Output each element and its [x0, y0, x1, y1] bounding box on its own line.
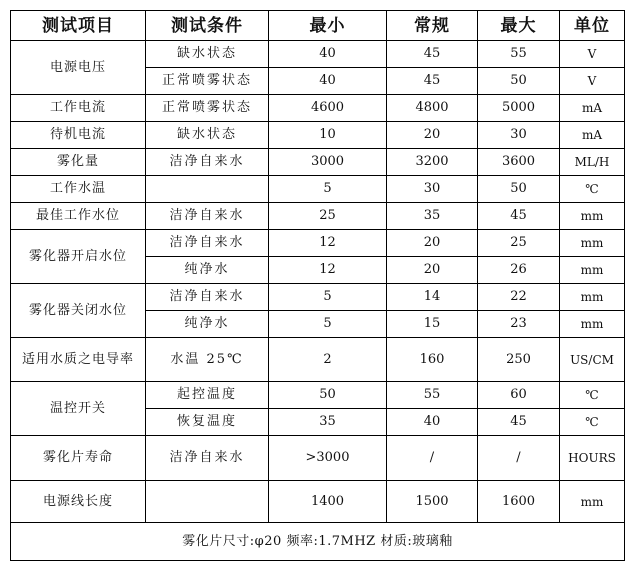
max-value: 25 — [478, 230, 560, 257]
typ-value: 20 — [387, 230, 478, 257]
table-row — [11, 203, 625, 230]
table-row — [11, 481, 625, 523]
typ-value: 45 — [387, 68, 478, 95]
max-value: 3600 — [478, 149, 560, 176]
table-row — [11, 436, 625, 481]
test-condition: 纯净水 — [146, 311, 269, 338]
typ-value: 45 — [387, 41, 478, 68]
min-value: 25 — [269, 203, 387, 230]
max-value: 23 — [478, 311, 560, 338]
table-row — [11, 149, 625, 176]
max-value: 1600 — [478, 481, 560, 523]
item-name: 最佳工作水位 — [11, 203, 146, 230]
max-value: 55 — [478, 41, 560, 68]
typ-value: 20 — [387, 122, 478, 149]
max-value: 5000 — [478, 95, 560, 122]
test-condition: 洁净自来水 — [146, 230, 269, 257]
table-row — [11, 382, 625, 409]
test-condition: 恢复温度 — [146, 409, 269, 436]
min-value: 12 — [269, 257, 387, 284]
typ-value: 55 — [387, 382, 478, 409]
typ-value: 40 — [387, 409, 478, 436]
test-condition: 缺水状态 — [146, 41, 269, 68]
unit: mm — [560, 311, 625, 338]
test-condition: 缺水状态 — [146, 122, 269, 149]
table-row — [11, 284, 625, 311]
min-value: >3000 — [269, 436, 387, 481]
unit: mA — [560, 95, 625, 122]
unit: US/CM — [560, 338, 625, 382]
max-value: 22 — [478, 284, 560, 311]
unit: mm — [560, 203, 625, 230]
footnote: 雾化片尺寸:φ20 频率:1.7MHZ 材质:玻璃釉 — [11, 523, 625, 561]
item-name: 雾化量 — [11, 149, 146, 176]
item-name: 温控开关 — [11, 382, 146, 436]
min-value: 10 — [269, 122, 387, 149]
unit: mm — [560, 230, 625, 257]
header-item: 测试项目 — [11, 11, 146, 41]
test-condition: 洁净自来水 — [146, 203, 269, 230]
typ-value: 1500 — [387, 481, 478, 523]
test-condition: 洁净自来水 — [146, 149, 269, 176]
typ-value: 35 — [387, 203, 478, 230]
max-value: 45 — [478, 409, 560, 436]
typ-value: 20 — [387, 257, 478, 284]
footnote-row — [11, 523, 625, 561]
unit: HOURS — [560, 436, 625, 481]
max-value: 26 — [478, 257, 560, 284]
unit: V — [560, 68, 625, 95]
min-value: 5 — [269, 284, 387, 311]
min-value: 3000 — [269, 149, 387, 176]
max-value: 50 — [478, 68, 560, 95]
unit: mm — [560, 481, 625, 523]
typ-value: / — [387, 436, 478, 481]
min-value: 5 — [269, 311, 387, 338]
table-row — [11, 41, 625, 68]
test-condition — [146, 176, 269, 203]
item-name: 工作电流 — [11, 95, 146, 122]
min-value: 12 — [269, 230, 387, 257]
table-row — [11, 338, 625, 382]
header-max: 最大 — [478, 11, 560, 41]
table-row — [11, 176, 625, 203]
item-name: 待机电流 — [11, 122, 146, 149]
min-value: 40 — [269, 68, 387, 95]
header-unit: 单位 — [560, 11, 625, 41]
test-condition: 纯净水 — [146, 257, 269, 284]
unit: V — [560, 41, 625, 68]
item-name: 电源线长度 — [11, 481, 146, 523]
typ-value: 15 — [387, 311, 478, 338]
test-condition: 洁净自来水 — [146, 436, 269, 481]
table-row — [11, 95, 625, 122]
min-value: 4600 — [269, 95, 387, 122]
typ-value: 4800 — [387, 95, 478, 122]
item-name: 雾化器开启水位 — [11, 230, 146, 284]
unit: mm — [560, 257, 625, 284]
max-value: 60 — [478, 382, 560, 409]
max-value: 30 — [478, 122, 560, 149]
unit: ℃ — [560, 409, 625, 436]
unit: mA — [560, 122, 625, 149]
unit: mm — [560, 284, 625, 311]
item-name: 雾化器关闭水位 — [11, 284, 146, 338]
header-row — [11, 11, 625, 41]
min-value: 5 — [269, 176, 387, 203]
max-value: / — [478, 436, 560, 481]
typ-value: 14 — [387, 284, 478, 311]
header-condition: 测试条件 — [146, 11, 269, 41]
item-name: 工作水温 — [11, 176, 146, 203]
min-value: 2 — [269, 338, 387, 382]
test-condition: 水温 25℃ — [146, 338, 269, 382]
table-row — [11, 230, 625, 257]
header-typ: 常规 — [387, 11, 478, 41]
spec-table — [10, 10, 625, 561]
max-value: 45 — [478, 203, 560, 230]
min-value: 50 — [269, 382, 387, 409]
test-condition: 正常喷雾状态 — [146, 95, 269, 122]
min-value: 40 — [269, 41, 387, 68]
test-condition: 起控温度 — [146, 382, 269, 409]
table-row — [11, 122, 625, 149]
test-condition: 洁净自来水 — [146, 284, 269, 311]
test-condition — [146, 481, 269, 523]
min-value: 35 — [269, 409, 387, 436]
test-condition: 正常喷雾状态 — [146, 68, 269, 95]
item-name: 雾化片寿命 — [11, 436, 146, 481]
item-name: 电源电压 — [11, 41, 146, 95]
header-min: 最小 — [269, 11, 387, 41]
unit: ℃ — [560, 176, 625, 203]
min-value: 1400 — [269, 481, 387, 523]
unit: ML/H — [560, 149, 625, 176]
item-name: 适用水质之电导率 — [11, 338, 146, 382]
max-value: 50 — [478, 176, 560, 203]
max-value: 250 — [478, 338, 560, 382]
typ-value: 30 — [387, 176, 478, 203]
typ-value: 3200 — [387, 149, 478, 176]
typ-value: 160 — [387, 338, 478, 382]
unit: ℃ — [560, 382, 625, 409]
